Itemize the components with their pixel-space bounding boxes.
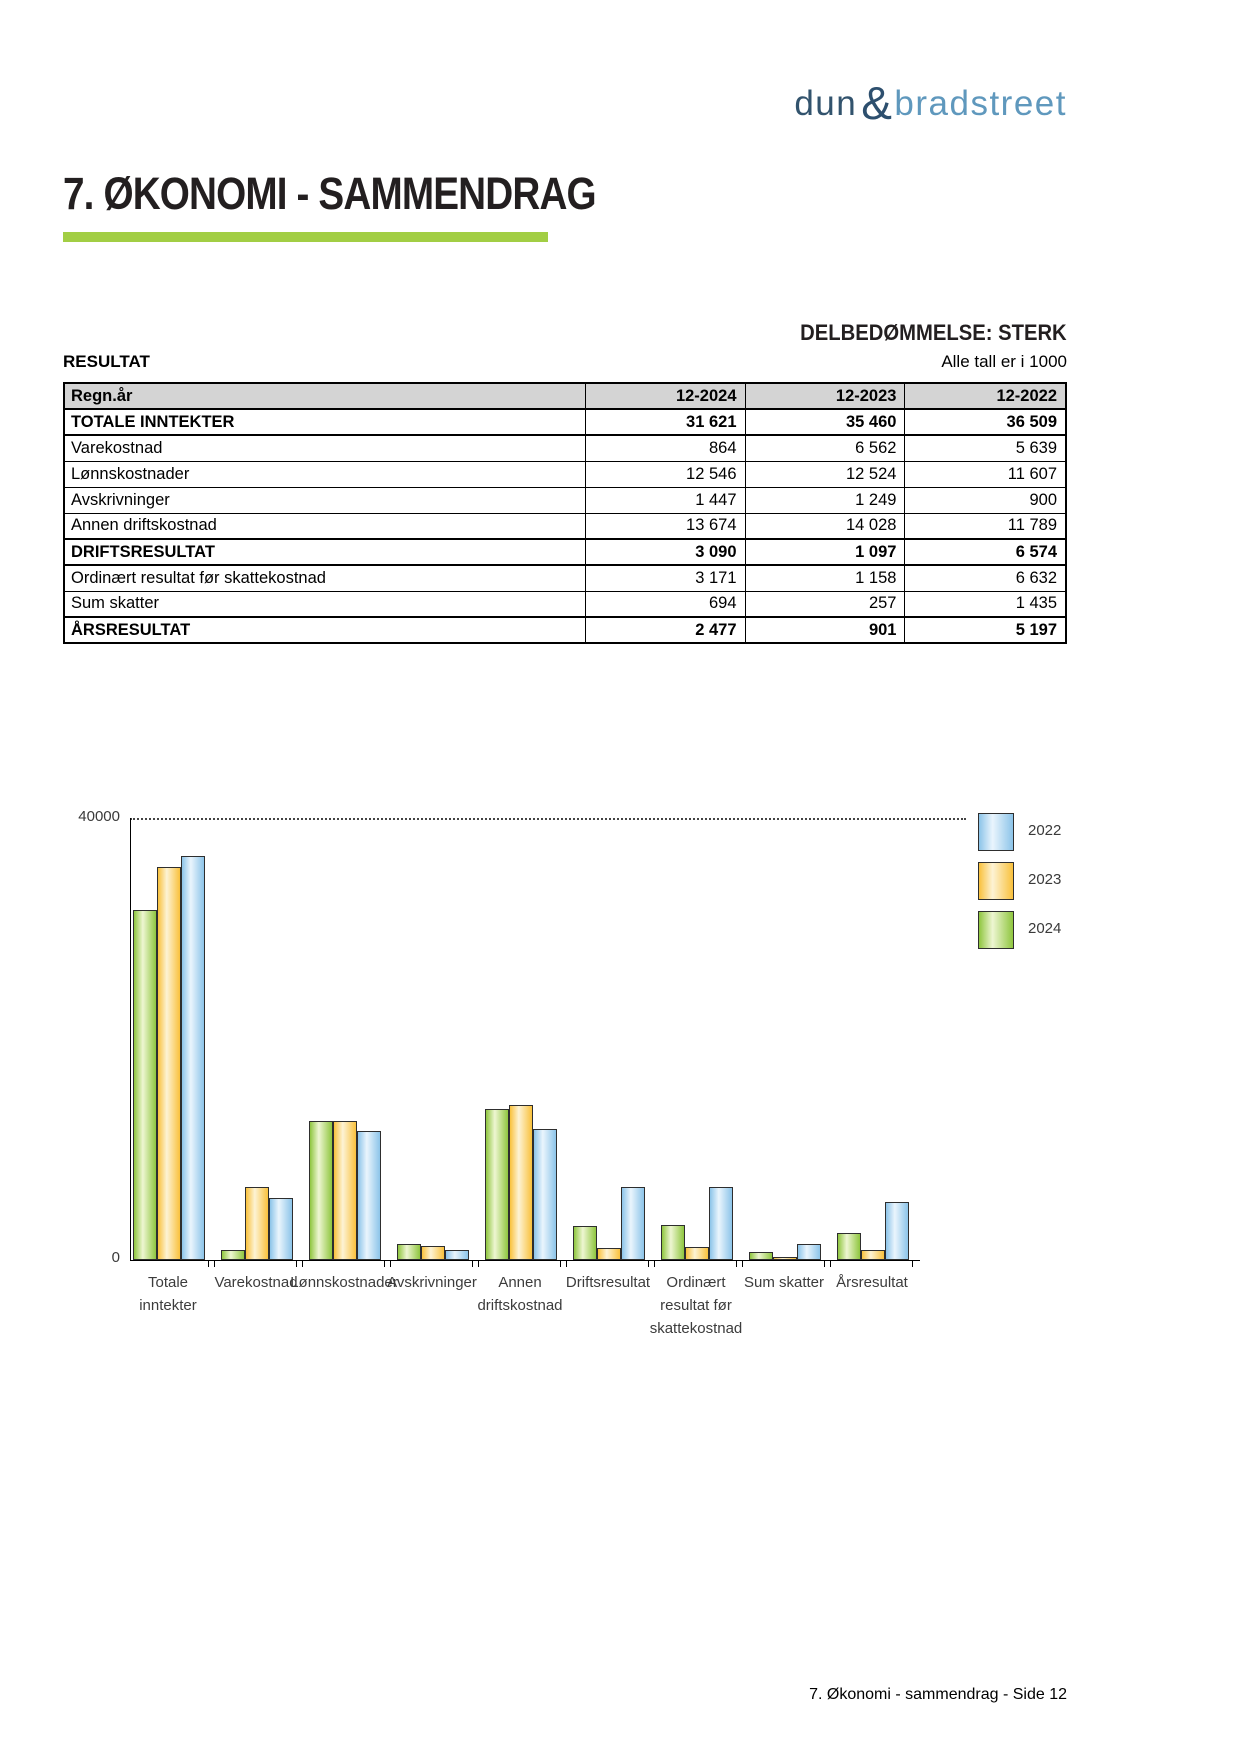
x-axis-tick	[912, 1260, 913, 1267]
row-value: 864	[585, 435, 745, 461]
row-value: 6 574	[905, 539, 1066, 565]
gridline-40000	[130, 818, 966, 820]
row-value: 11 607	[905, 461, 1066, 487]
legend-swatch-2022	[978, 813, 1014, 851]
x-axis-tick	[214, 1260, 215, 1267]
x-axis-label: Varekostnad	[214, 1274, 298, 1291]
x-axis-tick	[566, 1260, 567, 1267]
x-axis-label: Årsresultat	[836, 1274, 908, 1291]
units-note: Alle tall er i 1000	[941, 352, 1067, 371]
section-label: RESULTAT	[63, 352, 150, 371]
dun-bradstreet-logo	[794, 76, 1067, 130]
x-axis-tick	[384, 1260, 385, 1267]
row-label: Avskrivninger	[64, 487, 585, 513]
row-value: 5 197	[905, 617, 1066, 643]
title-accent-rule	[63, 232, 548, 242]
row-value: 11 789	[905, 513, 1066, 539]
row-label: TOTALE INNTEKTER	[64, 409, 585, 435]
table-row	[64, 487, 1066, 513]
x-axis-tick	[296, 1260, 297, 1267]
table-row	[64, 539, 1066, 565]
y-axis-tick-max: 40000	[78, 808, 120, 825]
bar-2023	[685, 1247, 709, 1260]
row-value: 3 171	[585, 565, 745, 591]
bar-2024	[309, 1121, 333, 1260]
table-row	[64, 409, 1066, 435]
x-axis-tick	[478, 1260, 479, 1267]
legend-swatch-2023	[978, 862, 1014, 900]
row-label: Varekostnad	[64, 435, 585, 461]
table-row	[64, 461, 1066, 487]
bar-2023	[509, 1105, 533, 1260]
x-axis-tick	[742, 1260, 743, 1267]
page-footer: 7. Økonomi - sammendrag - Side 12	[809, 1686, 1067, 1703]
row-value: 36 509	[905, 409, 1066, 435]
row-value: 257	[745, 591, 905, 617]
bar-2023	[421, 1246, 445, 1260]
row-value: 5 639	[905, 435, 1066, 461]
row-value: 1 097	[745, 539, 905, 565]
bar-2024	[661, 1225, 685, 1260]
table-row	[64, 617, 1066, 643]
bar-2022	[269, 1198, 293, 1260]
x-axis-tick	[472, 1260, 473, 1267]
row-value: 35 460	[745, 409, 905, 435]
legend-label: 2022	[1028, 822, 1062, 839]
x-axis-tick	[654, 1260, 655, 1267]
plot-area	[130, 818, 920, 1261]
row-value: 1 447	[585, 487, 745, 513]
x-axis-label: Sum skatter	[743, 1274, 825, 1291]
y-axis-tick-zero: 0	[111, 1249, 120, 1266]
legend-label: 2023	[1028, 871, 1062, 888]
x-axis-tick	[208, 1260, 209, 1267]
x-axis-tick	[560, 1260, 561, 1267]
bar-2022	[533, 1129, 557, 1260]
row-value: 6 632	[905, 565, 1066, 591]
row-value: 1 249	[745, 487, 905, 513]
row-value: 31 621	[585, 409, 745, 435]
bar-2023	[773, 1257, 797, 1260]
bar-2022	[709, 1187, 733, 1260]
bar-2024	[397, 1244, 421, 1260]
bar-2023	[597, 1248, 621, 1260]
bar-2024	[485, 1109, 509, 1260]
logo-text-bradstreet: bradstreet	[894, 84, 1067, 123]
bar-2024	[749, 1252, 773, 1260]
logo-text-dun: dun	[794, 84, 858, 123]
x-axis-tick	[390, 1260, 391, 1267]
row-value: 3 090	[585, 539, 745, 565]
bar-2024	[837, 1233, 861, 1260]
row-value: 901	[745, 617, 905, 643]
bar-2024	[133, 910, 157, 1260]
results-table	[63, 382, 1067, 644]
row-label: DRIFTSRESULTAT	[64, 539, 585, 565]
ampersand-icon: &	[861, 77, 894, 129]
x-axis-tick	[736, 1260, 737, 1267]
x-axis-label: Ordinært resultat før skattekostnad	[649, 1274, 743, 1337]
table-row	[64, 591, 1066, 617]
x-axis-tick	[824, 1260, 825, 1267]
x-axis-label: Avskrivninger	[387, 1274, 477, 1291]
x-axis-tick	[648, 1260, 649, 1267]
x-axis-label: Totale inntekter	[139, 1274, 197, 1314]
table-row	[64, 513, 1066, 539]
row-value: 12 546	[585, 461, 745, 487]
row-value: 900	[905, 487, 1066, 513]
bar-2022	[621, 1187, 645, 1260]
x-axis-label: Lønnskostnader	[290, 1274, 398, 1291]
bar-2023	[157, 867, 181, 1260]
bar-2024	[221, 1250, 245, 1260]
assessment-heading: DELBEDØMMELSE: STERK	[800, 320, 1067, 345]
legend-swatch-2024	[978, 911, 1014, 949]
bar-2022	[357, 1131, 381, 1260]
row-value: 1 435	[905, 591, 1066, 617]
bar-2022	[181, 856, 205, 1260]
bar-2022	[445, 1250, 469, 1260]
table-header-row	[64, 383, 1066, 409]
row-label: Ordinært resultat før skattekostnad	[64, 565, 585, 591]
row-value: 6 562	[745, 435, 905, 461]
bar-2024	[573, 1226, 597, 1260]
bar-2022	[885, 1202, 909, 1260]
x-axis-tick	[302, 1260, 303, 1267]
table-header-12-2023: 12-2023	[745, 383, 905, 409]
row-label: Sum skatter	[64, 591, 585, 617]
page-title: 7. ØKONOMI - SAMMENDRAG	[63, 168, 596, 219]
row-label: ÅRSRESULTAT	[64, 617, 585, 643]
bar-2023	[245, 1187, 269, 1260]
table-header-12-2022: 12-2022	[905, 383, 1066, 409]
row-value: 13 674	[585, 513, 745, 539]
row-value: 1 158	[745, 565, 905, 591]
x-axis-label: Driftsresultat	[565, 1274, 651, 1291]
row-value: 694	[585, 591, 745, 617]
table-row	[64, 565, 1066, 591]
table-header-regnar: Regn.år	[64, 383, 585, 409]
table-row	[64, 435, 1066, 461]
row-value: 2 477	[585, 617, 745, 643]
x-axis-label: Annen driftskostnad	[477, 1274, 563, 1314]
x-axis-tick	[830, 1260, 831, 1267]
bar-2022	[797, 1244, 821, 1260]
row-value: 12 524	[745, 461, 905, 487]
table-header-12-2024: 12-2024	[585, 383, 745, 409]
legend-label: 2024	[1028, 920, 1062, 937]
bar-2023	[861, 1250, 885, 1260]
row-label: Lønnskostnader	[64, 461, 585, 487]
row-label: Annen driftskostnad	[64, 513, 585, 539]
bar-2023	[333, 1121, 357, 1260]
row-value: 14 028	[745, 513, 905, 539]
